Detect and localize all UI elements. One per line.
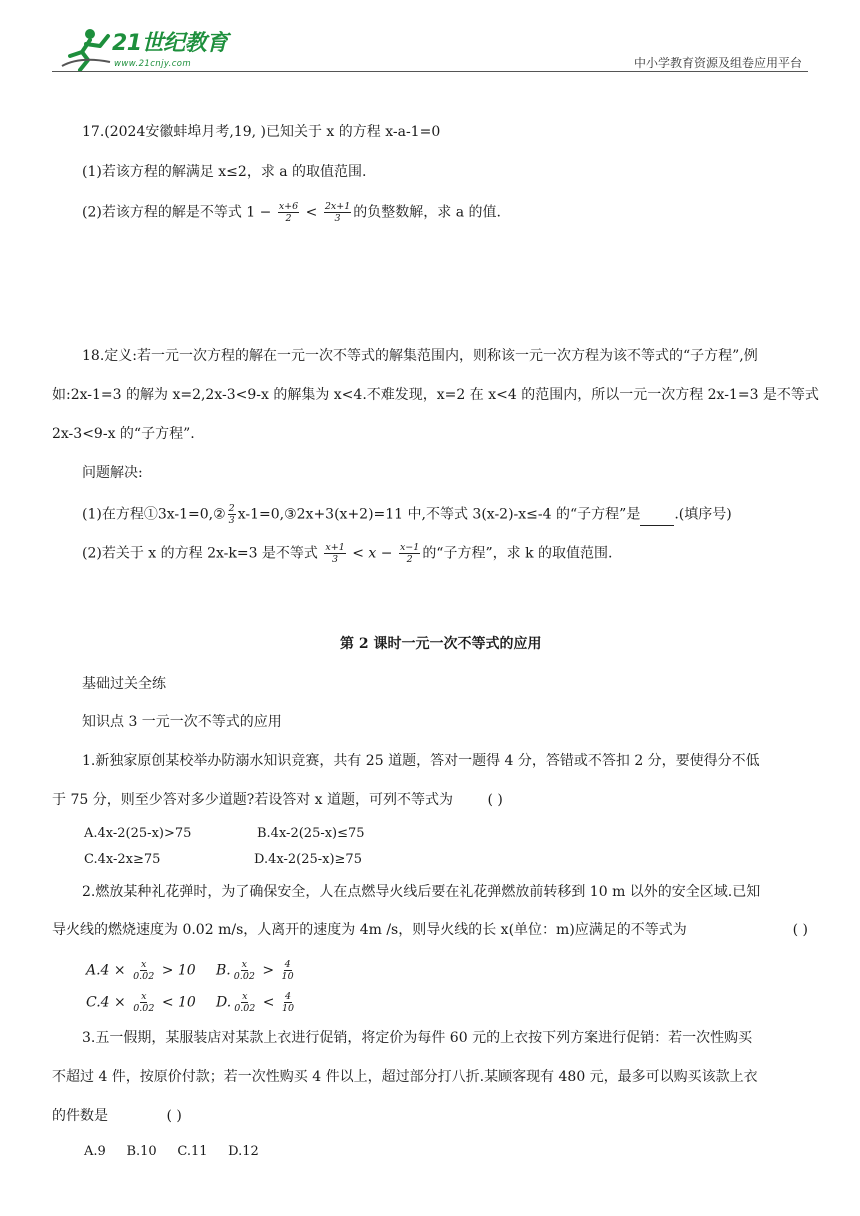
q3-line1: 3.五一假期，某服装店对某款上衣进行促销，将定价为每件 60 元的上衣按下列方案进行促销：若一次性购买 bbox=[82, 1030, 753, 1046]
header-divider bbox=[52, 71, 808, 72]
q2-line2: 导火线的燃烧速度为 0.02 m/s，人离开的速度为 4m /s，则导火线的长 x(单位：m)应满足的不等式为 ( ) bbox=[52, 922, 808, 938]
q1-option-a: A.4x-2(25-x)>75 bbox=[84, 826, 192, 841]
less-than: < bbox=[305, 204, 318, 221]
fraction: $\frac{4}{10}$ bbox=[281, 959, 294, 982]
fraction: $\frac{x}{0.02}$ bbox=[133, 991, 155, 1014]
q18-definition-line1: 18.定义:若一元一次方程的解在一元一次不等式的解集范围内，则称该一元一次方程为该不等式的“子方程”,例 bbox=[82, 348, 758, 364]
logo-url: www.21cnjy.com bbox=[114, 59, 192, 69]
fraction: $\frac{x}{0.02}$ bbox=[133, 959, 155, 982]
q17-part1: (1)若该方程的解满足 x≤2，求 a 的取值范围. bbox=[82, 164, 367, 180]
fraction: $\frac{x}{0.02}$ bbox=[233, 959, 255, 982]
section-subtitle: 基础过关全练 bbox=[82, 676, 166, 692]
q17-title: 17.(2024安徽蚌埠月考,19, )已知关于 x 的方程 x-a-1=0 bbox=[82, 124, 441, 140]
fraction: $\frac{x+6}{2}$ bbox=[278, 201, 299, 224]
q18-part2: (2)若关于 x 的方程 2x-k=3 是不等式 $\frac{x+1}{3}$ < x − $\frac{x-1}{2}$ 的“子方程”，求 k 的取值范围. bbox=[82, 542, 613, 565]
fraction: $\frac{x+1}{3}$ bbox=[325, 542, 345, 565]
answer-blank[interactable] bbox=[640, 511, 674, 526]
q18-part1: (1)在方程①3x-1=0,② $\frac{2}{3}$ x-1=0,③2x+3(x+2)=11 中,不等式 3(x-2)-x≤-4 的“子方程”是 .(填序号) bbox=[82, 503, 732, 526]
section-title: 第 2 课时一元一次不等式的应用 bbox=[340, 636, 542, 652]
fraction: $\frac{x-1}{2}$ bbox=[399, 542, 420, 565]
fraction: $\frac{2}{3}$ bbox=[228, 503, 235, 526]
q3-options: A.9 B.10 C.11 D.12 bbox=[84, 1144, 259, 1159]
logo-text: 21世纪教育 bbox=[112, 31, 228, 56]
q1-option-c: C.4x-2x≥75 bbox=[84, 852, 161, 867]
q17-part2-suffix: 的负整数解，求 a 的值. bbox=[353, 204, 501, 221]
q18-definition-line2: 如:2x-1=3 的解为 x=2,2x-3<9-x 的解集为 x<4.不难发现，x=2 在 x<4 的范围内，所以一元一次方程 2x-1=3 是不等式 bbox=[52, 387, 819, 403]
knowledge-point: 知识点 3 一元一次不等式的应用 bbox=[82, 714, 282, 730]
q17-part2 bbox=[82, 201, 501, 224]
q17-part2-prefix: (2)若该方程的解是不等式 1 − bbox=[82, 204, 272, 221]
q18-problem-label: 问题解决: bbox=[82, 465, 143, 481]
q1-option-d: D.4x-2(25-x)≥75 bbox=[254, 852, 362, 867]
fraction: $\frac{x}{0.02}$ bbox=[234, 991, 256, 1014]
answer-paren: ( ) bbox=[487, 792, 503, 808]
q2-line1: 2.燃放某种礼花弹时，为了确保安全，人在点燃导火线后要在礼花弹燃放前转移到 10 m 以外的安全区域.已知 bbox=[82, 884, 761, 900]
fraction: $\frac{2x+1}{3}$ bbox=[324, 201, 351, 224]
page-header bbox=[0, 0, 860, 80]
q3-line2: 不超过 4 件，按原价付款；若一次性购买 4 件以上，超过部分打八折.某顾客现有 480 元，最多可以购买该款上衣 bbox=[52, 1069, 758, 1085]
q1-line1: 1.新独家原创某校举办防溺水知识竞赛，共有 25 道题，答对一题得 4 分，答错或不答扣 2 分，要使得分不低 bbox=[82, 753, 760, 769]
q2-option-d: D. $\frac{x}{0.02}$ < $\frac{4}{10}$ bbox=[216, 991, 295, 1014]
q3-line3: 的件数是 ( ) bbox=[52, 1108, 182, 1124]
runner-icon bbox=[60, 26, 116, 72]
q1-line2: 于 75 分，则至少答对多少道题?若设答对 x 道题，可列不等式为 ( ) bbox=[52, 792, 503, 808]
q1-option-b: B.4x-2(25-x)≤75 bbox=[257, 826, 365, 841]
answer-paren: ( ) bbox=[166, 1108, 182, 1124]
q2-option-b: B. $\frac{x}{0.02}$ > $\frac{4}{10}$ bbox=[216, 959, 294, 982]
q2-option-a: A.4 × $\frac{x}{0.02}$ > 10 bbox=[86, 959, 196, 982]
q2-option-c: C.4 × $\frac{x}{0.02}$ < 10 bbox=[86, 991, 196, 1014]
fraction: $\frac{4}{10}$ bbox=[281, 991, 295, 1014]
q18-definition-line3: 2x-3<9-x 的“子方程”. bbox=[52, 426, 195, 442]
site-logo bbox=[60, 26, 235, 72]
platform-name: 中小学教育资源及组卷应用平台 bbox=[633, 56, 802, 70]
answer-paren: ( ) bbox=[792, 922, 808, 938]
